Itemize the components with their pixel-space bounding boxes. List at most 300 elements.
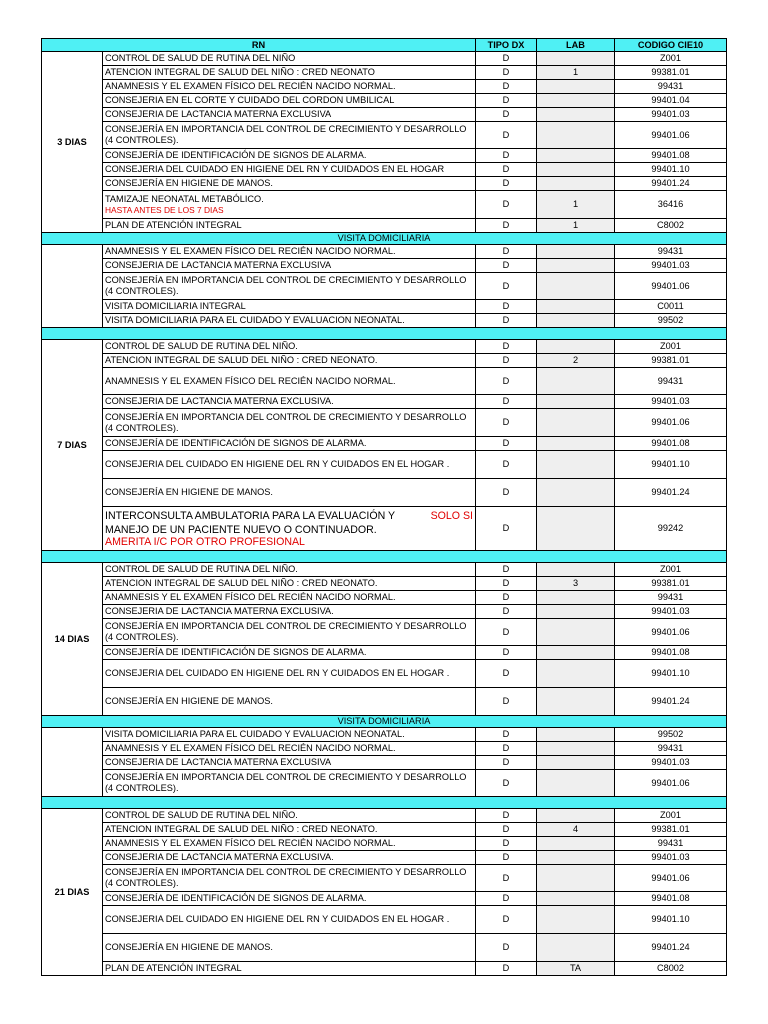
- cie10-code-cell: 99401.03: [615, 108, 727, 122]
- tipo-dx-cell: D: [476, 577, 537, 591]
- lab-cell: [537, 451, 615, 479]
- tipo-dx-cell: D: [476, 906, 537, 934]
- cie10-code-cell: 99401.04: [615, 94, 727, 108]
- procedure-text: ANAMNESIS Y EL EXAMEN FÍSICO DEL RECIÉN NACIDO NORMAL.: [105, 81, 396, 91]
- procedure-text: CONSEJERÍA DE IDENTIFICACIÓN DE SIGNOS DE ALARMA.: [105, 438, 367, 448]
- lab-cell: 1: [537, 66, 615, 80]
- cie10-code-cell: 99401.06: [615, 273, 727, 300]
- lab-cell: 2: [537, 354, 615, 368]
- table-row: [42, 108, 727, 122]
- tipo-dx-cell: D: [476, 563, 537, 577]
- table-row: [42, 163, 727, 177]
- cie10-code-cell: 99401.08: [615, 437, 727, 451]
- table-row: [42, 314, 727, 328]
- lab-cell: 1: [537, 219, 615, 233]
- age-group-label: 21 DIAS: [42, 809, 103, 976]
- table-row: [42, 245, 727, 259]
- procedure-description: [103, 300, 476, 314]
- table-row: [42, 340, 727, 354]
- tipo-dx-cell: D: [476, 149, 537, 163]
- table-row: [42, 865, 727, 892]
- cie10-code-cell: 99431: [615, 80, 727, 94]
- lab-cell: [537, 80, 615, 94]
- lab-cell: [537, 892, 615, 906]
- lab-cell: [537, 728, 615, 742]
- cie10-code-cell: 99431: [615, 368, 727, 395]
- cie10-code-cell: 99401.03: [615, 851, 727, 865]
- procedure-text: CONSEJERÍA EN IMPORTANCIA DEL CONTROL DE CRECIMIENTO Y DESARROLLO (4 CONTROLES).: [105, 411, 467, 433]
- section-band-label: [42, 551, 727, 563]
- procedure-description: [103, 94, 476, 108]
- section-band-label: [42, 797, 727, 809]
- table-row: [42, 177, 727, 191]
- table-row: [42, 300, 727, 314]
- lab-cell: [537, 563, 615, 577]
- procedure-text: ANAMNESIS Y EL EXAMEN FÍSICO DEL RECIÉN NACIDO NORMAL.: [105, 246, 396, 256]
- procedure-description: [103, 479, 476, 507]
- lab-cell: [537, 314, 615, 328]
- procedure-text: CONSEJERIA EN EL CORTE Y CUIDADO DEL CORDON UMBILICAL: [105, 95, 395, 105]
- tipo-dx-cell: D: [476, 395, 537, 409]
- cie10-code-cell: 99401.06: [615, 409, 727, 437]
- lab-cell: [537, 591, 615, 605]
- procedure-description: [103, 354, 476, 368]
- table-row: [42, 354, 727, 368]
- procedure-description: [103, 934, 476, 962]
- age-group-label: 3 DIAS: [42, 52, 103, 233]
- procedure-description: [103, 191, 476, 219]
- cie10-code-cell: 99401.10: [615, 660, 727, 688]
- header-codigo-cie10: CODIGO CIE10: [615, 39, 727, 52]
- procedure-text: CONSEJERÍA EN IMPORTANCIA DEL CONTROL DE CRECIMIENTO Y DESARROLLO (4 CONTROLES).: [105, 867, 467, 888]
- tipo-dx-cell: D: [476, 191, 537, 219]
- procedure-description: [103, 122, 476, 149]
- cie10-code-cell: 99401.03: [615, 605, 727, 619]
- tipo-dx-cell: D: [476, 80, 537, 94]
- procedure-description: [103, 163, 476, 177]
- tipo-dx-cell: D: [476, 660, 537, 688]
- procedure-description: [103, 563, 476, 577]
- table-row: [42, 52, 727, 66]
- tipo-dx-cell: D: [476, 122, 537, 149]
- procedure-text: CONSEJERÍA EN IMPORTANCIA DEL CONTROL DE CRECIMIENTO Y DESARROLLO (4 CONTROLES).: [105, 275, 467, 296]
- cie10-code-cell: 99401.08: [615, 892, 727, 906]
- table-row: [42, 219, 727, 233]
- tipo-dx-cell: D: [476, 437, 537, 451]
- procedure-description: [103, 688, 476, 716]
- procedure-description: [103, 962, 476, 976]
- table-header-row: [42, 39, 727, 52]
- procedure-text: CONSEJERÍA EN IMPORTANCIA DEL CONTROL DE CRECIMIENTO Y DESARROLLO (4 CONTROLES).: [105, 772, 467, 793]
- procedure-text: CONSEJERÍA DE IDENTIFICACIÓN DE SIGNOS DE ALARMA.: [105, 893, 367, 903]
- procedure-description: [103, 823, 476, 837]
- lab-cell: [537, 605, 615, 619]
- procedure-description: [103, 395, 476, 409]
- lab-cell: 4: [537, 823, 615, 837]
- cie10-code-cell: 36416: [615, 191, 727, 219]
- lab-cell: [537, 865, 615, 892]
- table-row: [42, 688, 727, 716]
- cie10-code-cell: C8002: [615, 962, 727, 976]
- lab-cell: [537, 906, 615, 934]
- lab-cell: [537, 770, 615, 797]
- tipo-dx-cell: D: [476, 605, 537, 619]
- tipo-dx-cell: D: [476, 619, 537, 646]
- lab-cell: [537, 837, 615, 851]
- table-row: [42, 80, 727, 94]
- cie10-code-cell: 99401.24: [615, 688, 727, 716]
- procedure-description: [103, 52, 476, 66]
- tipo-dx-cell: D: [476, 591, 537, 605]
- table-row: [42, 368, 727, 395]
- cie10-code-cell: 99401.06: [615, 865, 727, 892]
- tipo-dx-cell: D: [476, 742, 537, 756]
- lab-cell: [537, 94, 615, 108]
- cie10-code-cell: 99401.08: [615, 149, 727, 163]
- tipo-dx-cell: D: [476, 340, 537, 354]
- procedure-text: CONTROL DE SALUD DE RUTINA DEL NIÑO: [105, 53, 296, 63]
- procedure-text: ANAMNESIS Y EL EXAMEN FÍSICO DEL RECIÉN NACIDO NORMAL.: [105, 743, 396, 753]
- procedure-description: [103, 809, 476, 823]
- section-band: [42, 797, 727, 809]
- cie10-code-cell: 99401.24: [615, 177, 727, 191]
- procedure-description: [103, 66, 476, 80]
- age-group-label: 14 DIAS: [42, 563, 103, 716]
- procedure-description: [103, 646, 476, 660]
- section-band: [42, 328, 727, 340]
- procedure-text: CONTROL DE SALUD DE RUTINA DEL NIÑO.: [105, 341, 298, 351]
- lab-cell: [537, 437, 615, 451]
- procedure-text: ATENCION INTEGRAL DE SALUD DEL NIÑO : CRED NEONATO.: [105, 824, 378, 834]
- lab-cell: [537, 273, 615, 300]
- cie10-code-cell: 99381.01: [615, 823, 727, 837]
- procedure-description: [103, 149, 476, 163]
- cie10-code-cell: 99381.01: [615, 354, 727, 368]
- section-band-label: [42, 328, 727, 340]
- tipo-dx-cell: D: [476, 163, 537, 177]
- tipo-dx-cell: D: [476, 507, 537, 551]
- tipo-dx-cell: D: [476, 865, 537, 892]
- tipo-dx-cell: D: [476, 219, 537, 233]
- lab-cell: [537, 108, 615, 122]
- tipo-dx-cell: D: [476, 837, 537, 851]
- procedure-description: [103, 577, 476, 591]
- cie10-code-cell: 99431: [615, 742, 727, 756]
- cie10-code-cell: 99401.10: [615, 906, 727, 934]
- cie10-code-cell: 99431: [615, 837, 727, 851]
- cie10-code-cell: 99401.06: [615, 122, 727, 149]
- procedure-note: AMERITA I/C POR OTRO PROFESIONAL: [105, 536, 305, 548]
- table-row: [42, 742, 727, 756]
- procedure-text: ATENCION INTEGRAL DE SALUD DEL NIÑO : CRED NEONATO.: [105, 578, 378, 588]
- lab-cell: [537, 368, 615, 395]
- procedure-text: CONSEJERÍA EN HIGIENE DE MANOS.: [105, 696, 273, 706]
- cie10-code-cell: 99502: [615, 314, 727, 328]
- table-row: [42, 563, 727, 577]
- tipo-dx-cell: D: [476, 809, 537, 823]
- lab-cell: [537, 395, 615, 409]
- tipo-dx-cell: D: [476, 479, 537, 507]
- tipo-dx-cell: D: [476, 451, 537, 479]
- procedure-description: [103, 451, 476, 479]
- tipo-dx-cell: D: [476, 259, 537, 273]
- tipo-dx-cell: D: [476, 756, 537, 770]
- cie10-code-cell: Z001: [615, 340, 727, 354]
- lab-cell: [537, 163, 615, 177]
- procedure-text: VISITA DOMICILIARIA INTEGRAL: [105, 301, 246, 311]
- table-row: [42, 577, 727, 591]
- table-row: [42, 451, 727, 479]
- table-row: [42, 259, 727, 273]
- cie10-code-cell: C0011: [615, 300, 727, 314]
- procedure-condition-note: SOLO SI: [430, 510, 473, 522]
- procedures-table: [41, 38, 727, 976]
- procedure-description: [103, 660, 476, 688]
- procedure-description: [103, 906, 476, 934]
- cie10-code-cell: 99401.24: [615, 934, 727, 962]
- procedure-description: [103, 245, 476, 259]
- tipo-dx-cell: D: [476, 177, 537, 191]
- procedure-description: [103, 728, 476, 742]
- procedure-description: [103, 756, 476, 770]
- tipo-dx-cell: D: [476, 728, 537, 742]
- lab-cell: [537, 756, 615, 770]
- procedure-description: [103, 80, 476, 94]
- lab-cell: [537, 742, 615, 756]
- procedure-text: CONSEJERÍA EN HIGIENE DE MANOS.: [105, 942, 273, 952]
- tipo-dx-cell: D: [476, 892, 537, 906]
- section-band: [42, 551, 727, 563]
- table-row: [42, 507, 727, 551]
- tipo-dx-cell: D: [476, 646, 537, 660]
- procedure-text: VISITA DOMICILIARIA PARA EL CUIDADO Y EVALUACION NEONATAL.: [105, 729, 405, 739]
- procedure-text: CONSEJERIA DE LACTANCIA MATERNA EXCLUSIVA: [105, 109, 332, 119]
- table-row: [42, 646, 727, 660]
- table-row: [42, 892, 727, 906]
- procedure-description: [103, 259, 476, 273]
- tipo-dx-cell: D: [476, 108, 537, 122]
- lab-cell: [537, 688, 615, 716]
- cie10-code-cell: 99401.06: [615, 770, 727, 797]
- table-row: [42, 94, 727, 108]
- procedure-description: [103, 865, 476, 892]
- procedure-description: [103, 892, 476, 906]
- tipo-dx-cell: D: [476, 770, 537, 797]
- procedure-text: CONSEJERÍA EN IMPORTANCIA DEL CONTROL DE CRECIMIENTO Y DESARROLLO (4 CONTROLES).: [105, 124, 467, 145]
- procedure-text: CONSEJERÍA EN HIGIENE DE MANOS.: [105, 178, 273, 188]
- lab-cell: [537, 934, 615, 962]
- cie10-code-cell: 99401.08: [615, 646, 727, 660]
- age-group-label: [42, 728, 103, 797]
- procedure-text: ANAMNESIS Y EL EXAMEN FÍSICO DEL RECIÉN NACIDO NORMAL.: [105, 592, 396, 602]
- procedure-description: [103, 591, 476, 605]
- tipo-dx-cell: D: [476, 52, 537, 66]
- cie10-code-cell: C8002: [615, 219, 727, 233]
- procedure-description: [103, 273, 476, 300]
- cie10-code-cell: 99431: [615, 245, 727, 259]
- procedure-text: CONTROL DE SALUD DE RUTINA DEL NIÑO.: [105, 810, 298, 820]
- procedure-description: [103, 409, 476, 437]
- table-row: [42, 619, 727, 646]
- tipo-dx-cell: D: [476, 368, 537, 395]
- cie10-code-cell: 99401.03: [615, 395, 727, 409]
- table-row: [42, 756, 727, 770]
- cie10-code-cell: Z001: [615, 563, 727, 577]
- table-row: [42, 273, 727, 300]
- table-row: [42, 395, 727, 409]
- table-row: [42, 906, 727, 934]
- tipo-dx-cell: D: [476, 688, 537, 716]
- lab-cell: [537, 507, 615, 551]
- header-tipo-dx: TIPO DX: [476, 39, 537, 52]
- tipo-dx-cell: D: [476, 962, 537, 976]
- lab-cell: 3: [537, 577, 615, 591]
- cie10-code-cell: Z001: [615, 52, 727, 66]
- cie10-code-cell: 99401.06: [615, 619, 727, 646]
- procedure-text: PLAN DE ATENCIÓN INTEGRAL: [105, 220, 242, 230]
- procedure-note: HASTA ANTES DE LOS 7 DIAS: [105, 204, 224, 215]
- lab-cell: [537, 122, 615, 149]
- cie10-code-cell: 99401.03: [615, 259, 727, 273]
- procedure-description: [103, 742, 476, 756]
- procedure-text: CONSEJERIA DEL CUIDADO EN HIGIENE DEL RN Y CUIDADOS EN EL HOGAR: [105, 164, 445, 174]
- lab-cell: [537, 52, 615, 66]
- cie10-code-cell: 99242: [615, 507, 727, 551]
- tipo-dx-cell: D: [476, 273, 537, 300]
- procedure-description: [103, 368, 476, 395]
- procedure-text: ANAMNESIS Y EL EXAMEN FÍSICO DEL RECIÉN NACIDO NORMAL.: [105, 375, 396, 386]
- procedure-text: ATENCION INTEGRAL DE SALUD DEL NIÑO : CRED NEONATO: [105, 67, 375, 77]
- cie10-code-cell: 99502: [615, 728, 727, 742]
- procedure-text: INTERCONSULTA AMBULATORIA PARA LA EVALUACIÓN Y MANEJO DE UN PACIENTE NUEVO O CONTINUADOR.: [105, 510, 395, 536]
- tipo-dx-cell: D: [476, 823, 537, 837]
- table-row: [42, 122, 727, 149]
- age-group-label: [42, 245, 103, 328]
- tipo-dx-cell: D: [476, 66, 537, 80]
- table-row: [42, 962, 727, 976]
- procedure-description: [103, 837, 476, 851]
- cie10-code-cell: 99401.10: [615, 451, 727, 479]
- procedure-text: CONSEJERIA DE LACTANCIA MATERNA EXCLUSIVA: [105, 260, 332, 270]
- header-lab: LAB: [537, 39, 615, 52]
- procedure-description: [103, 108, 476, 122]
- table-row: [42, 770, 727, 797]
- table-row: [42, 823, 727, 837]
- lab-cell: [537, 340, 615, 354]
- cie10-code-cell: 99381.01: [615, 66, 727, 80]
- table-row: [42, 591, 727, 605]
- procedure-text: CONSEJERIA DE LACTANCIA MATERNA EXCLUSIVA.: [105, 396, 334, 406]
- lab-cell: [537, 619, 615, 646]
- procedure-text: CONSEJERIA DEL CUIDADO EN HIGIENE DEL RN Y CUIDADOS EN EL HOGAR .: [105, 459, 450, 469]
- lab-cell: [537, 809, 615, 823]
- procedure-text: TAMIZAJE NEONATAL METABÓLICO.: [105, 193, 264, 204]
- cie10-code-cell: 99431: [615, 591, 727, 605]
- procedure-text: CONTROL DE SALUD DE RUTINA DEL NIÑO.: [105, 564, 298, 574]
- table-row: [42, 479, 727, 507]
- table-row: [42, 837, 727, 851]
- lab-cell: [537, 149, 615, 163]
- tipo-dx-cell: D: [476, 354, 537, 368]
- lab-cell: [537, 479, 615, 507]
- procedure-text: CONSEJERIA DEL CUIDADO EN HIGIENE DEL RN Y CUIDADOS EN EL HOGAR .: [105, 914, 450, 924]
- procedure-description: [103, 770, 476, 797]
- procedure-text: CONSEJERÍA DE IDENTIFICACIÓN DE SIGNOS DE ALARMA.: [105, 150, 367, 160]
- procedure-description: [103, 219, 476, 233]
- table-row: [42, 934, 727, 962]
- tipo-dx-cell: D: [476, 851, 537, 865]
- tipo-dx-cell: D: [476, 245, 537, 259]
- table-row: [42, 409, 727, 437]
- section-band-label: VISITA DOMICILIARIA: [42, 233, 727, 245]
- table-row: [42, 728, 727, 742]
- table-row: [42, 437, 727, 451]
- procedure-text: CONSEJERIA DE LACTANCIA MATERNA EXCLUSIVA.: [105, 852, 334, 862]
- procedure-text: CONSEJERÍA EN HIGIENE DE MANOS.: [105, 487, 273, 497]
- procedure-description: [103, 605, 476, 619]
- procedure-text: CONSEJERÍA DE IDENTIFICACIÓN DE SIGNOS DE ALARMA.: [105, 647, 367, 657]
- procedure-description: [103, 177, 476, 191]
- lab-cell: [537, 300, 615, 314]
- procedure-text: CONSEJERIA DE LACTANCIA MATERNA EXCLUSIVA: [105, 757, 332, 767]
- procedure-description: [103, 437, 476, 451]
- lab-cell: [537, 245, 615, 259]
- cie10-code-cell: 99401.24: [615, 479, 727, 507]
- table-row: [42, 605, 727, 619]
- procedure-text: CONSEJERIA DEL CUIDADO EN HIGIENE DEL RN Y CUIDADOS EN EL HOGAR .: [105, 668, 450, 678]
- lab-cell: [537, 660, 615, 688]
- procedure-text: ATENCION INTEGRAL DE SALUD DEL NIÑO : CRED NEONATO.: [105, 355, 378, 365]
- procedure-description: [103, 851, 476, 865]
- lab-cell: [537, 409, 615, 437]
- table-row: [42, 851, 727, 865]
- table-row: [42, 809, 727, 823]
- procedure-description: [103, 619, 476, 646]
- lab-cell: [537, 259, 615, 273]
- lab-cell: 1: [537, 191, 615, 219]
- table-row: [42, 149, 727, 163]
- section-band: [42, 233, 727, 245]
- cie10-code-cell: Z001: [615, 809, 727, 823]
- procedure-description: [103, 507, 476, 551]
- table-body: [42, 52, 727, 976]
- tipo-dx-cell: D: [476, 934, 537, 962]
- lab-cell: [537, 646, 615, 660]
- procedure-text: CONSEJERIA DE LACTANCIA MATERNA EXCLUSIVA.: [105, 606, 334, 616]
- lab-cell: TA: [537, 962, 615, 976]
- cie10-code-cell: 99401.03: [615, 756, 727, 770]
- procedure-description: [103, 314, 476, 328]
- tipo-dx-cell: D: [476, 94, 537, 108]
- header-rn: RN: [42, 39, 476, 52]
- lab-cell: [537, 851, 615, 865]
- procedure-text: VISITA DOMICILIARIA PARA EL CUIDADO Y EVALUACION NEONATAL.: [105, 315, 405, 325]
- procedure-text: PLAN DE ATENCIÓN INTEGRAL: [105, 963, 242, 973]
- tipo-dx-cell: D: [476, 409, 537, 437]
- section-band: [42, 716, 727, 728]
- tipo-dx-cell: D: [476, 300, 537, 314]
- table-row: [42, 660, 727, 688]
- cie10-code-cell: 99401.10: [615, 163, 727, 177]
- procedure-text: CONSEJERÍA EN IMPORTANCIA DEL CONTROL DE CRECIMIENTO Y DESARROLLO (4 CONTROLES).: [105, 621, 467, 642]
- cie10-code-cell: 99381.01: [615, 577, 727, 591]
- table-row: [42, 66, 727, 80]
- tipo-dx-cell: D: [476, 314, 537, 328]
- lab-cell: [537, 177, 615, 191]
- age-group-label: 7 DIAS: [42, 340, 103, 551]
- procedure-description: [103, 340, 476, 354]
- procedure-text: ANAMNESIS Y EL EXAMEN FÍSICO DEL RECIÉN NACIDO NORMAL.: [105, 838, 396, 848]
